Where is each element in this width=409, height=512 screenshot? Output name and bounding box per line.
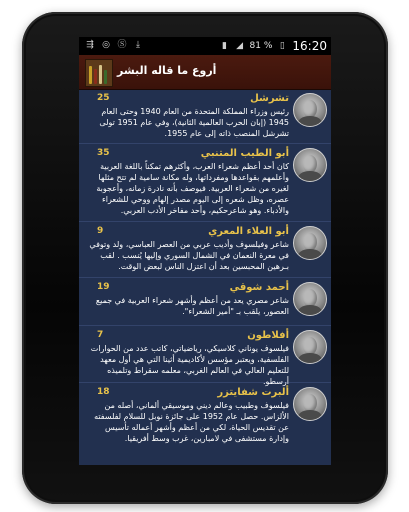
quote-count-badge: 25 xyxy=(97,93,110,103)
signal-icon: ◢ xyxy=(236,41,243,51)
person-name: تشرشل xyxy=(250,93,289,104)
quote-count-badge: 35 xyxy=(97,148,110,158)
person-description: شاعر وفيلسوف وأديب عربي من العصر العباسي، ولد وتوفي في معرة النعمان في الشمال السوري وإليها يُنسب . لقب بـرهين المحبسين بعد أن اعتزل الناس لبعض الوقت. xyxy=(89,240,289,271)
clock: 16:20 xyxy=(292,39,327,53)
person-name: أبو العلاء المعري xyxy=(208,226,289,237)
app-logo-books-icon[interactable] xyxy=(85,59,113,87)
avatar xyxy=(293,226,327,260)
status-bar-system xyxy=(220,39,327,53)
quote-count-badge: 7 xyxy=(97,330,104,340)
person-description: فيلسوف يوناني كلاسيكي، رياضياتي، كاتب عدد من الحوارات الفلسفية، ويعتبر مؤسس لأكاديمية أثينا التي هي أول معهد للتعليم العالي في العالم الغربي، معلمه سقراط وتلميذه أرسطو. xyxy=(90,344,289,386)
app-title: أروع ما قاله البشر xyxy=(117,64,217,77)
quote-count-badge: 9 xyxy=(97,226,104,236)
list-item[interactable] xyxy=(79,89,331,144)
device-screen xyxy=(79,37,331,465)
list-item[interactable] xyxy=(79,222,331,278)
quote-count-badge: 18 xyxy=(97,387,110,397)
people-list[interactable] xyxy=(79,89,331,453)
person-description: رئيس وزراء المملكة المتحدة من العام 1940 وحتى العام 1945 (إبان الحرب العالمية الثانية)، وفي عام 1951 تولى تشرشل المنصب ذاته إلى عام 1955. xyxy=(99,107,289,138)
battery-percent: 81 % xyxy=(249,41,273,51)
app-bar xyxy=(79,55,331,90)
download-icon: ⤓ xyxy=(136,40,140,50)
avatar xyxy=(293,387,327,421)
battery-icon: ▯ xyxy=(279,41,285,51)
usb-icon: ⇶ xyxy=(86,40,94,50)
avatar xyxy=(293,93,327,127)
person-description: كان أحد أعظم شعراء العرب، وأكثرهم تمكناً باللغة العربية وأعلمهم بقواعدها ومفرداتها، وله مكانة سامية لم تتح مثلها لغيره من شعراء العربية. فيوصف بأنه نادرة زمانه، وأعجوبة عصره، وظل شعره إلى اليوم مصدر إلهام ووحي للشعراء والأدباء. وهو شاعرحكيم، وأحد مفاخر الأدب العربي. xyxy=(96,162,289,215)
list-item[interactable] xyxy=(79,383,331,453)
person-name: أحمد شوقي xyxy=(229,282,289,293)
status-bar-notifications xyxy=(85,40,143,50)
person-description: شاعر مصري يعد من أعظم وأشهر شعراء العربية في جميع العصور، يلقب بـ "أمير الشعراء". xyxy=(95,296,289,316)
person-name: أفلاطون xyxy=(247,330,289,341)
list-item[interactable] xyxy=(79,278,331,326)
sim-icon: ▮ xyxy=(222,41,227,51)
person-description: فيلسوف وطبيب وعالم ديني وموسيقي ألماني، أصله من الألزاس. حصل عام 1952 على جائزة نوبل للسلام لفلسفته عن تقديس الحياة، لكي من أعظم وأشهر أعماله تأسيس وإدارة مستشفى في لامبارين، غرب وسط أفريقيا. xyxy=(94,401,289,443)
avatar xyxy=(293,330,327,364)
status-bar xyxy=(79,37,331,55)
person-name: أبو الطيب المتنبي xyxy=(200,148,289,159)
whatsapp-icon: ◎ xyxy=(102,40,110,50)
avatar xyxy=(293,282,327,316)
list-item[interactable] xyxy=(79,144,331,222)
avatar xyxy=(293,148,327,182)
list-item[interactable] xyxy=(79,326,331,386)
person-name: ألبرت شفايتزر xyxy=(217,387,289,398)
skype-icon: Ⓢ xyxy=(117,40,127,50)
quote-count-badge: 19 xyxy=(97,282,110,292)
